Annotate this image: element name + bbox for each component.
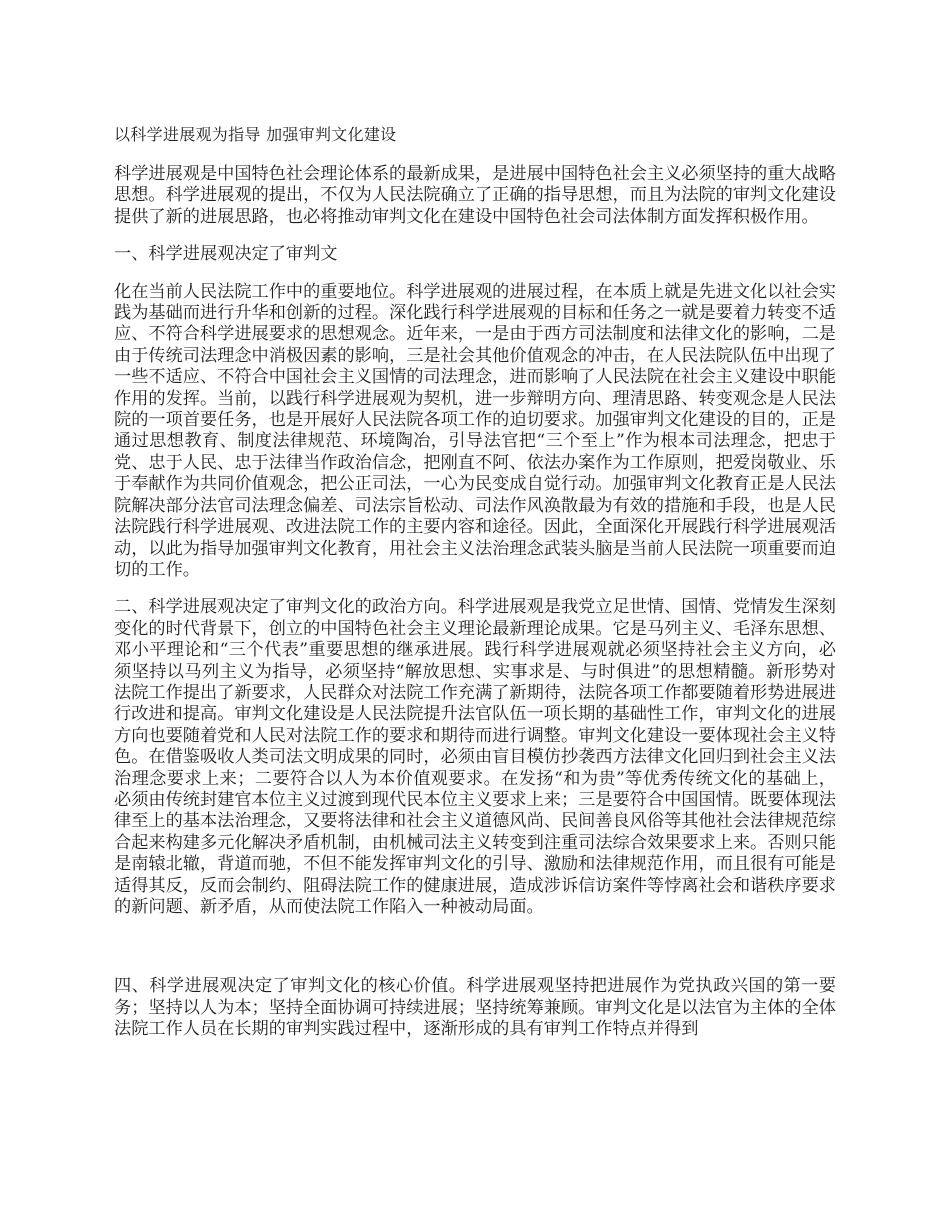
document-page [114,118,836,1057]
intro-paragraph: 科学进展观是中国特色社会理论体系的最新成果，是进展中国特色社会主义必须坚持的重大战略思想。科学进展观的提出，不仅为人民法院确立了正确的指导思想，而且为法院的审判文化建设提供了新的进展思路，也必将推动审判文化在建设中国特色社会司法体制方面发挥积极作用。 [114,164,836,227]
document-title: 以科学进展观为指导 加强审判文化建设 [114,125,397,144]
section-4-paragraph: 四、科学进展观决定了审判文化的核心价值。科学进展观坚持把进展作为党执政兴国的第一要务；坚持以人为本；坚持全面协调可持续进展；坚持统筹兼顾。审判文化是以法官为主体的全体法院工作人员在长期的审判实践过程中，逐渐形成的具有审判工作特点并得到 [114,976,836,1040]
section-1-paragraph: 化在当前人民法院工作中的重要地位。科学进展观的进展过程，在本质上就是先进文化以社会实践为基础而进行升华和创新的过程。深化践行科学进展观的目标和任务之一就是要着力转变不适应、不符合科学进展要求的思想观念。近年来，一是由于西方司法制度和法律文化的影响，二是由于传统司法理念中消极因素的影响，三是社会其他价值观念的冲击，在人民法院队伍中出现了一些不适应、不符合中国社会主义国情的司法理念，进而影响了人民法院在社会主义建设中职能作用的发挥。当前，以践行科学进展观为契机，进一步辩明方向、理清思路、转变观念是人民法院的一项首要任务，也是开展好人民法院各项工作的迫切要求。加强审判文化建设的目的，正是通过思想教育、制度法律规范、环境陶冶，引导法官把“三个至上”作为根本司法理念，把忠于党、忠于人民、忠于法律当作政治信念，把刚直不阿、依法办案作为工作原则，把爱岗敬业、乐于奉献作为共同价值观念，把公正司法，一心为民变成自觉行动。加强审判文化教育正是人民法院解决部分法官司法理念偏差、司法宗旨松动、司法作风涣散最为有效的措施和手段，也是人民法院践行科学进展观、改进法院工作的主要内容和途径。因此，全面深化开展践行科学进展观活动，以此为指导加强审判文化教育，用社会主义法治理念武装头脑是当前人民法院一项重要而迫切的工作。 [114,281,836,580]
section-1-heading: 一、科学进展观决定了审判文 [114,244,338,265]
section-2-paragraph: 二、科学进展观决定了审判文化的政治方向。科学进展观是我党立足世情、国情、党情发生深刻变化的时代背景下，创立的中国特色社会主义理论最新理论成果。它是马列主义、毛泽东思想、邓小平理论和“三个代表”重要思想的继承进展。践行科学进展观就必须坚持社会主义方向，必须坚持以马列主义为指导，必须坚持“解放思想、实事求是、与时俱进”的思想精髓。新形势对法院工作提出了新要求，人民群众对法院工作充满了新期待，法院各项工作都要随着形势进展进行改进和提高。审判文化建设是人民法院提升法官队伍一项长期的基础性工作，审判文化的进展方向也要随着党和人民对法院工作的要求和期待而进行调整。审判文化建设一要体现社会主义特色。在借鉴吸收人类司法文明成果的同时，必须由盲目模仿抄袭西方法律文化回归到社会主义法治理念要求上来；二要符合以人为本价值观要求。在发扬“和为贵”等优秀传统文化的基础上，必须由传统封建官本位主义过渡到现代民本位主义要求上来；三是要符合中国国情。既要体现法律至上的基本法治理念，又要将法律和社会主义道德风尚、民间善良风俗等其他社会法律规范综合起来构建多元化解决矛盾机制，由机械司法主义转变到注重司法综合效果要求上来。否则只能是南辕北辙，背道而驰，不但不能发挥审判文化的引导、激励和法律规范作用，而且很有可能是适得其反，反而会制约、阻碍法院工作的健康进展，造成涉诉信访案件等悖离社会和谐秩序要求的新问题、新矛盾，从而使法院工作陷入一种被动局面。 [114,597,836,917]
blank-gap [114,934,836,976]
